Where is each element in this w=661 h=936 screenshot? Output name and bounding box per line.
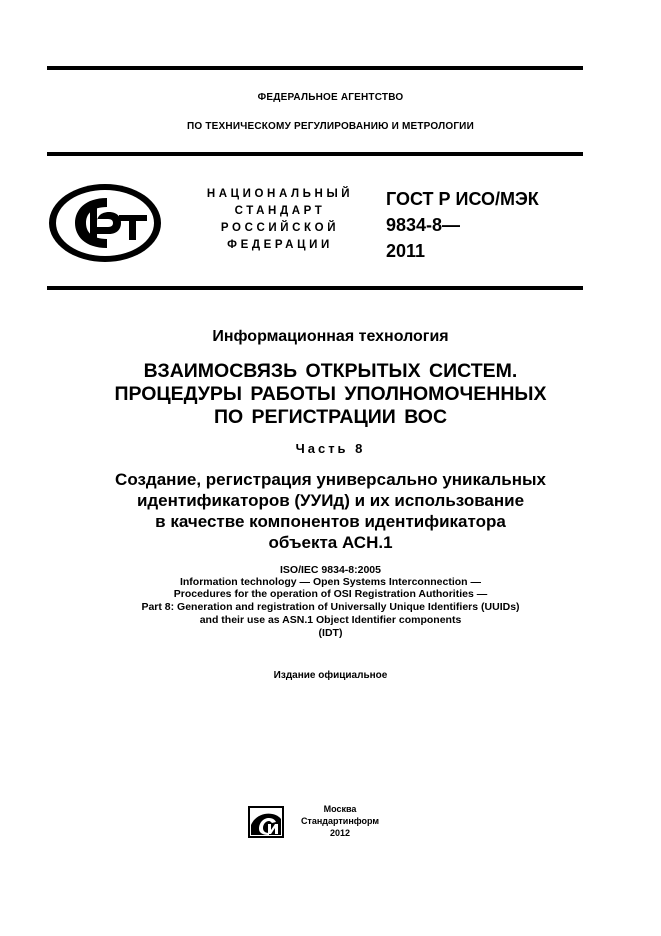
edition-label: Издание официальное	[273, 670, 388, 681]
standard-rule	[47, 286, 583, 290]
main-title-line-2: ПРОЦЕДУРЫ РАБОТЫ УПОЛНОМОЧЕННЫХ	[114, 383, 547, 405]
gost-line-1: ГОСТ Р ИСО/МЭК	[386, 189, 539, 209]
national-standard-label	[190, 186, 370, 254]
national-line-2: СТАНДАРТ	[234, 205, 326, 217]
description-line-4: объекта АСН.1	[268, 533, 393, 552]
national-line-4: ФЕДЕРАЦИИ	[227, 239, 333, 251]
part-label: Часть 8	[295, 441, 366, 456]
gost-line-3: 2011	[386, 241, 426, 261]
agency-line-1: ФЕДЕРАЛЬНОЕ АГЕНТСТВО	[257, 92, 404, 103]
agency-line-2: ПО ТЕХНИЧЕСКОМУ РЕГУЛИРОВАНИЮ И МЕТРОЛОГИИ	[187, 121, 474, 132]
subtitle: Информационная технология	[212, 328, 449, 345]
gost-designation	[386, 186, 539, 264]
english-line-3: Procedures for the operation of OSI Registration Authorities —	[173, 588, 488, 600]
description-line-2: идентификаторов (УУИд) и их использование	[136, 491, 525, 510]
english-line-6: (IDT)	[318, 627, 343, 639]
national-line-3: РОССИЙСКОЙ	[220, 222, 340, 234]
header-rule	[47, 152, 583, 156]
publisher-year: 2012	[329, 828, 351, 838]
gost-line-2: 9834-8—	[386, 215, 461, 235]
publisher-name: Стандартинформ	[300, 816, 380, 826]
english-line-4: Part 8: Generation and registration of Universally Unique Identifiers (UUIDs)	[141, 601, 520, 613]
main-title-line-1: ВЗАИМОСВЯЗЬ ОТКРЫТЫХ СИСТЕМ.	[143, 360, 518, 382]
top-rule	[47, 66, 583, 70]
main-title-line-3: ПО РЕГИСТРАЦИИ ВОС	[213, 406, 448, 428]
english-line-2: Information technology — Open Systems Interconnection —	[179, 576, 482, 588]
standartinform-logo-icon	[247, 805, 285, 839]
english-line-5: and their use as ASN.1 Object Identifier components	[199, 614, 462, 626]
publisher-city: Москва	[323, 804, 357, 814]
description-line-1: Создание, регистрация универсально уникальных	[115, 470, 546, 489]
rst-logo-icon	[47, 182, 163, 264]
description-line-3: в качестве компонентов идентификатора	[155, 512, 506, 531]
publisher-block	[294, 803, 386, 839]
national-line-1: НАЦИОНАЛЬНЫЙ	[206, 188, 354, 200]
english-line-1: ISO/IEC 9834-8:2005	[280, 564, 381, 576]
